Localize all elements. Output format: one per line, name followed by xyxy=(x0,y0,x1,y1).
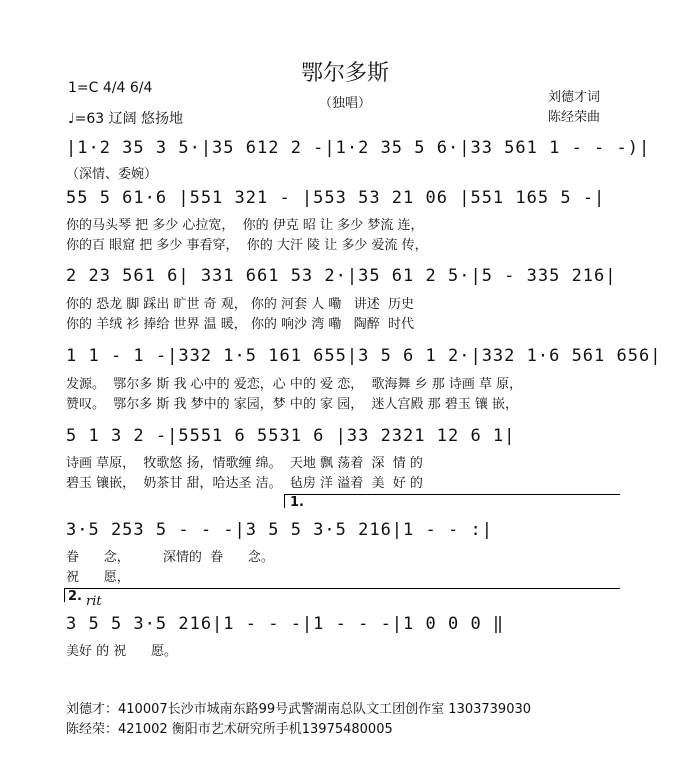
song-title: 鄂尔多斯 xyxy=(300,61,389,86)
lyrics-line-4-verse-2: 赞叹。 鄂尔多 斯 我 梦中的 家园，梦 中的 家 园， 迷人宫殿 那 碧玉 镶 嵌， xyxy=(66,397,518,412)
notation-line-5: 5 1 3 2 -|5551 6 5531 6 |33 2321 12 6 1| xyxy=(66,426,516,446)
first-ending-bracket xyxy=(284,494,620,495)
footer-lyricist-contact: 刘德才：410007长沙市城南东路99号武警湖南总队文工团创作室 1303739030 xyxy=(66,702,532,717)
intro-expression: （深情、委婉） xyxy=(66,167,158,182)
second-ending-number: 2. xyxy=(68,589,82,604)
first-ending-bracket-tick xyxy=(284,494,285,508)
lyrics-line-5-verse-1: 诗画 草原， 牧歌悠 扬，情歌缠 绵。 天地 飘 荡着 深 情 的 xyxy=(66,456,423,471)
ritardando-marking: rit xyxy=(86,594,102,609)
composer-credit: 陈经荣曲 xyxy=(548,110,601,125)
lyrics-line-4-verse-1: 发源。 鄂尔多 斯 我 心中的 爱恋，心 中的 爱 恋， 歌海舞 乡 那 诗画 草 原， xyxy=(66,377,523,392)
second-ending-bracket-tick xyxy=(64,588,65,602)
notation-line-1: |1·2 35 3 5·|35 612 2 -|1·2 35 5 6·|33 561 1 - - -)| xyxy=(66,138,651,158)
lyrics-line-5-verse-2: 碧玉 镶嵌， 奶茶甘 甜，哈达圣 洁。 毡房 洋 溢着 美 好 的 xyxy=(66,476,423,491)
lyrics-line-6-verse-1: 眷 念， 深情的 眷 念。 xyxy=(66,550,274,565)
notation-line-7: 3 5 5 3·5 216|1 - - -|1 - - -|1 0 0 0 ‖ xyxy=(66,614,505,634)
lyricist-credit: 刘德才词 xyxy=(548,90,601,105)
lyrics-line-6-verse-2: 祝 愿， xyxy=(66,570,130,585)
tempo-marking: ♩=63 辽阔 悠扬地 xyxy=(68,111,184,127)
notation-line-2: 55 5 61·6 |551 321 - |553 53 21 06 |551 165 5 -| xyxy=(66,188,606,208)
notation-line-4: 1 1 - 1 -|332 1·5 161 655|3 5 6 1 2·|332 1·6 561 656| xyxy=(66,346,662,366)
lyrics-line-3-verse-1: 你的 恐龙 脚 踩出 旷世 奇 观， 你的 河套 人 嘞 讲述 历史 xyxy=(66,297,414,312)
second-ending-bracket xyxy=(64,588,620,589)
notation-line-3: 2 23 561 6| 331 661 53 2·|35 61 2 5·|5 - 335 216| xyxy=(66,266,617,286)
song-subtitle: （独唱） xyxy=(318,96,371,111)
footer-composer-contact: 陈经荣：421002 衡阳市艺术研究所手机13975480005 xyxy=(66,722,393,737)
key-signature: 1=C 4/4 6/4 xyxy=(68,80,153,96)
first-ending-number: 1. xyxy=(290,495,304,510)
lyrics-line-7: 美好 的 祝 愿。 xyxy=(66,644,178,659)
lyrics-line-3-verse-2: 你的 羊绒 衫 捧给 世界 温 暖， 你的 响沙 湾 嘞 陶醉 时代 xyxy=(66,317,414,332)
lyrics-line-2-verse-1: 你的马头琴 把 多少 心拉宽， 你的 伊克 昭 让 多少 梦流 连， xyxy=(66,218,424,233)
lyrics-line-2-verse-2: 你的百 眼窟 把 多少 事看穿， 你的 大汗 陵 让 多少 爱流 传， xyxy=(66,238,428,253)
notation-line-6: 3·5 253 5 - - -|3 5 5 3·5 216|1 - - :| xyxy=(66,520,493,540)
